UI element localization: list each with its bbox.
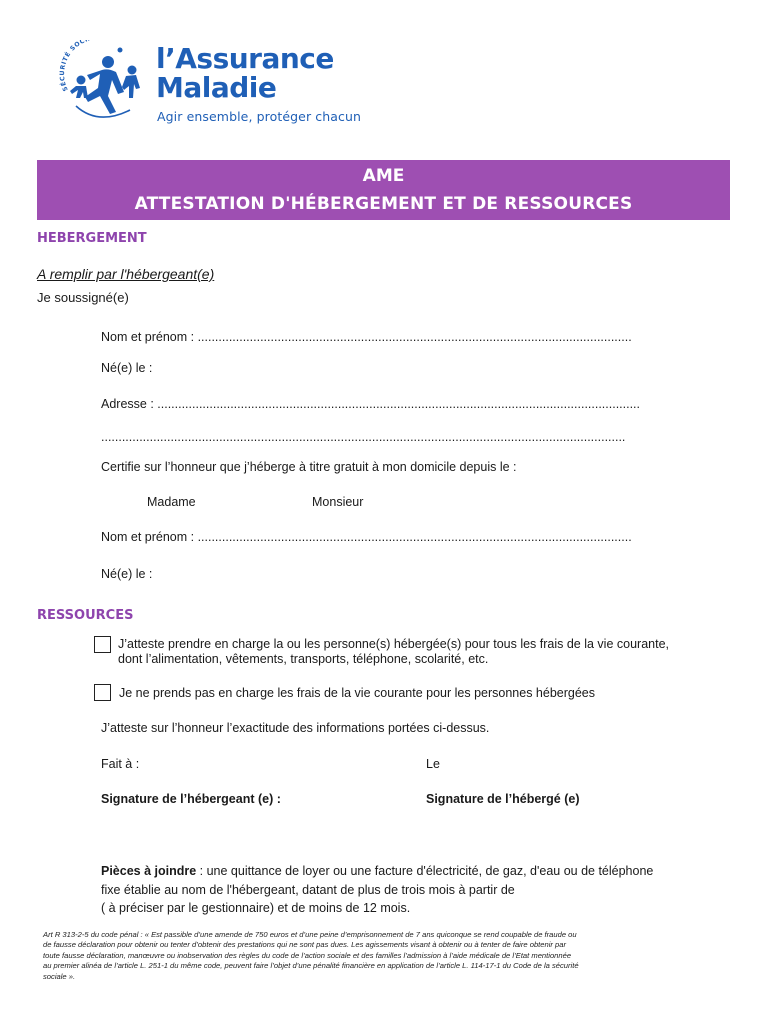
section-heading-ressources: RESSOURCES bbox=[37, 608, 134, 623]
attestation-exactitude: J’atteste sur l’honneur l’exactitude des informations portées ci-dessus. bbox=[101, 721, 490, 735]
brand-tagline: Agir ensemble, protéger chacun bbox=[157, 109, 362, 124]
pieces-label: Pièces à joindre bbox=[101, 864, 197, 878]
host-address-field-line-2[interactable]: ....................................................................................................................................................... bbox=[101, 430, 626, 444]
svg-text:SÉCURITÉ SOCIALE: SÉCURITÉ SOC bbox=[59, 40, 87, 93]
legal-footnote bbox=[43, 930, 728, 982]
option-pas-prise-en-charge-text: Je ne prends pas en charge les frais de la vie courante pour les personnes hébergées bbox=[119, 686, 595, 700]
option-prise-en-charge-text bbox=[118, 637, 669, 667]
footnote-line-4: au premier alinéa de l’article L. 251-1 du même code, peuvent faire l’objet d’une pénalité financière en application de l’article L. 114-17-1 du Code de la sécurité bbox=[43, 961, 579, 971]
checkbox-pas-prise-en-charge[interactable] bbox=[94, 684, 111, 701]
host-address-field[interactable]: Adresse : ........................................................................................................................................... bbox=[101, 397, 641, 411]
section-heading-hebergement: HEBERGEMENT bbox=[37, 231, 147, 246]
title-banner bbox=[37, 160, 730, 220]
pieces-a-joindre bbox=[101, 862, 653, 918]
brand-line-1: l’Assurance bbox=[156, 42, 334, 75]
pieces-line-3: ( à préciser par le gestionnaire) et de moins de 12 mois. bbox=[101, 901, 411, 915]
footnote-line-3: toute fausse déclaration, manœuvre ou inobservation des règles du code de l’action sociale et des familles l’admission à l’aide médicale de l’Etat mentionnée bbox=[43, 950, 572, 960]
guest-name-field[interactable]: Nom et prénom : ............................................................................................................................. bbox=[101, 530, 632, 544]
option1-line-2: dont l’alimentation, vêtements, transports, téléphone, scolarité, etc. bbox=[118, 652, 489, 666]
date-field[interactable]: Le bbox=[426, 757, 440, 771]
footnote-line-2: de fausse déclaration pour obtenir ou tenter d’obtenir des prestations qui ne sont pas dues. Les agissements visant à obtenir ou à tenter de faire obtenir par bbox=[43, 940, 567, 950]
guest-birthdate-field[interactable]: Né(e) le : bbox=[101, 567, 153, 581]
option-madame[interactable]: Madame bbox=[147, 495, 196, 509]
footnote-line-5: sociale ». bbox=[43, 971, 76, 981]
signature-hebergeant-label: Signature de l’hébergeant (e) : bbox=[101, 792, 281, 806]
assurance-maladie-logo-icon bbox=[58, 40, 148, 124]
option1-line-1: J’atteste prendre en charge la ou les personne(s) hébergée(s) pour tous les frais de la vie courante, bbox=[118, 637, 670, 651]
banner-title-line-1: AME bbox=[362, 166, 405, 186]
certify-statement: Certifie sur l’honneur que j’héberge à titre gratuit à mon domicile depuis le : bbox=[101, 460, 517, 474]
footnote-line-1: Art R 313-2-5 du code pénal : « Est passible d’une amende de 750 euros et d’une peine d’emprisonnement de 7 ans quiconque se rend coupable de fraude ou bbox=[43, 930, 577, 939]
host-name-field[interactable]: Nom et prénom : ............................................................................................................................. bbox=[101, 330, 632, 344]
banner-title-line-2: ATTESTATION D'HÉBERGEMENT ET DE RESSOURCES bbox=[134, 194, 633, 214]
fait-a-field[interactable]: Fait à : bbox=[101, 757, 140, 771]
signature-heberge-label: Signature de l’hébergé (e) bbox=[426, 792, 580, 806]
subheading-hebergeant: A remplir par l'hébergeant(e) bbox=[37, 266, 215, 282]
brand-line-2: Maladie bbox=[156, 71, 277, 104]
intro-soussigne: Je soussigné(e) bbox=[37, 290, 129, 305]
option-monsieur[interactable]: Monsieur bbox=[312, 495, 364, 509]
pieces-line-2: fixe établie au nom de l'hébergeant, datant de plus de trois mois à partir de bbox=[101, 882, 515, 897]
brand-title bbox=[156, 44, 334, 102]
pieces-line-1: : une quittance de loyer ou une facture d'électricité, de gaz, d'eau ou de téléphone bbox=[196, 864, 654, 878]
host-birthdate-field[interactable]: Né(e) le : bbox=[101, 361, 153, 375]
checkbox-prise-en-charge[interactable] bbox=[94, 636, 111, 653]
